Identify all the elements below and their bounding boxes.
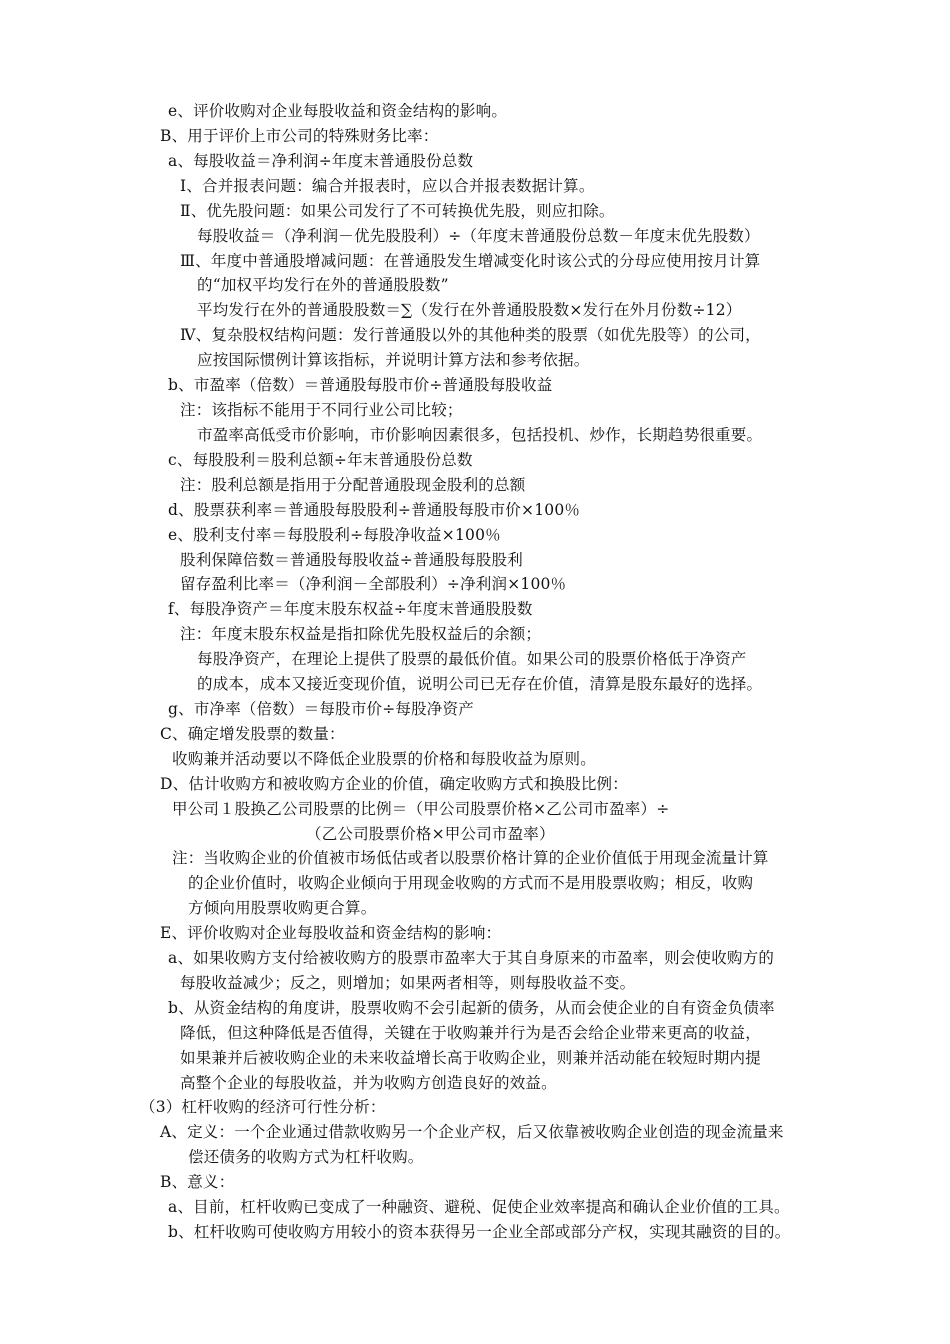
text-line: a、每股收益＝净利润÷年度末普通股份总数 — [168, 152, 474, 170]
text-line: 每股收益＝（净利润－优先股股利）÷（年度末普通股份总数－年度末优先股数） — [197, 227, 760, 245]
text-line: （乙公司股票价格×甲公司市盈率） — [306, 825, 555, 843]
text-line: 每股收益减少；反之，则增加；如果两者相等，则每股收益不变。 — [180, 974, 636, 992]
text-line: 市盈率高低受市价影响，市价影响因素很多，包括投机、炒作，长期趋势很重要。 — [197, 426, 763, 444]
text-line: 注：该指标不能用于不同行业公司比较； — [180, 401, 463, 419]
text-line: 应按国际惯例计算该指标，并说明计算方法和参考依据。 — [197, 351, 590, 369]
text-line: 偿还债务的收购方式为杠杆收购。 — [188, 1148, 424, 1166]
text-line: 平均发行在外的普通股股数＝∑（发行在外普通股股数×发行在外月份数÷12） — [197, 301, 742, 319]
text-line: c、每股股利＝股利总额÷年末普通股份总数 — [168, 451, 473, 469]
text-line: Ⅰ、合并报表问题：编合并报表时，应以合并报表数据计算。 — [180, 177, 595, 195]
text-line: 注：年度末股东权益是指扣除优先股权益后的余额； — [180, 625, 542, 643]
text-line: 的成本，成本又接近变现价值，说明公司已无存在价值，清算是股东最好的选择。 — [197, 675, 763, 693]
text-line: 股利保障倍数＝普通股每股收益÷普通股每股股利 — [180, 551, 523, 569]
text-line: 注：股利总额是指用于分配普通股现金股利的总额 — [180, 476, 526, 494]
text-line: e、评价收购对企业每股收益和资金结构的影响。 — [168, 102, 508, 120]
text-line: A、定义：一个企业通过借款收购另一个企业产权，后又依靠被收购企业创造的现金流量来 — [160, 1123, 784, 1141]
text-line: b、从资金结构的角度讲，股票收购不会引起新的债务，从而会使企业的自有资金负债率 — [168, 999, 775, 1017]
text-line: C、确定增发股票的数量： — [160, 725, 345, 743]
text-line: Ⅱ、优先股问题：如果公司发行了不可转换优先股，则应扣除。 — [180, 202, 615, 220]
text-line: 留存盈利比率＝（净利润－全部股利）÷净利润×100％ — [180, 575, 567, 593]
text-line: B、用于评价上市公司的特殊财务比率： — [160, 127, 439, 145]
text-line: 甲公司１股换乙公司股票的比例＝（甲公司股票价格×乙公司市盈率）÷ — [172, 800, 670, 818]
text-line: d、股票获利率＝普通股每股股利÷普通股每股市价×100％ — [168, 501, 581, 519]
text-line: Ⅳ、复杂股权结构问题：发行普通股以外的其他种类的股票（如优先股等）的公司， — [180, 326, 761, 344]
text-line: a、目前，杠杆收购已变成了一种融资、避税、促使企业效率提高和确认企业价值的工具。 — [168, 1198, 790, 1216]
text-line: D、估计收购方和被收购方企业的价值，确定收购方式和换股比例： — [160, 775, 628, 793]
text-line: 的“加权平均发行在外的普通股股数” — [197, 276, 449, 294]
text-line: 注：当收购企业的价值被市场低估或者以股票价格计算的企业价值低于用现金流量计算 — [172, 849, 769, 867]
text-line: g、市净率（倍数）＝每股市价÷每股净资产 — [168, 700, 474, 718]
text-line: a、如果收购方支付给被收购方的股票市盈率大于其自身原来的市盈率，则会使收购方的 — [168, 949, 775, 967]
text-line: E、评价收购对企业每股收益和资金结构的影响： — [160, 924, 502, 942]
text-line: 高整个企业的每股收益，并为收购方创造良好的效益。 — [180, 1074, 557, 1092]
text-line: b、杠杆收购可使收购方用较小的资本获得另一企业全部或部分产权，实现其融资的目的。 — [168, 1223, 791, 1241]
text-line: b、市盈率（倍数）＝普通股每股市价÷普通股每股收益 — [168, 376, 553, 394]
text-line: Ⅲ、年度中普通股增减问题：在普通股发生增减变化时该公式的分母应使用按月计算 — [180, 252, 761, 270]
text-line: B、意义： — [160, 1173, 235, 1191]
text-line: f、每股净资产＝年度末股东权益÷年度末普通股股数 — [168, 600, 533, 618]
text-line: 如果兼并后被收购企业的未来收益增长高于收购企业，则兼并活动能在较短时期内提 — [180, 1049, 761, 1067]
text-line: 每股净资产，在理论上提供了股票的最低价值。如果公司的股票价格低于净资产 — [197, 650, 747, 668]
text-line: e、股利支付率＝每股股利÷每股净收益×100％ — [168, 526, 501, 544]
text-line: 收购兼并活动要以不降低企业股票的价格和每股收益为原则。 — [172, 750, 596, 768]
text-line: 方倾向用股票收购更合算。 — [188, 899, 377, 917]
text-line: 的企业价值时，收购企业倾向于用现金收购的方式而不是用股票收购；相反，收购 — [188, 874, 754, 892]
text-line: 降低，但这种降低是否值得，关键在于收购兼并行为是否会给企业带来更高的收益， — [180, 1024, 761, 1042]
text-line: （3）杠杆收购的经济可行性分析： — [140, 1098, 386, 1116]
